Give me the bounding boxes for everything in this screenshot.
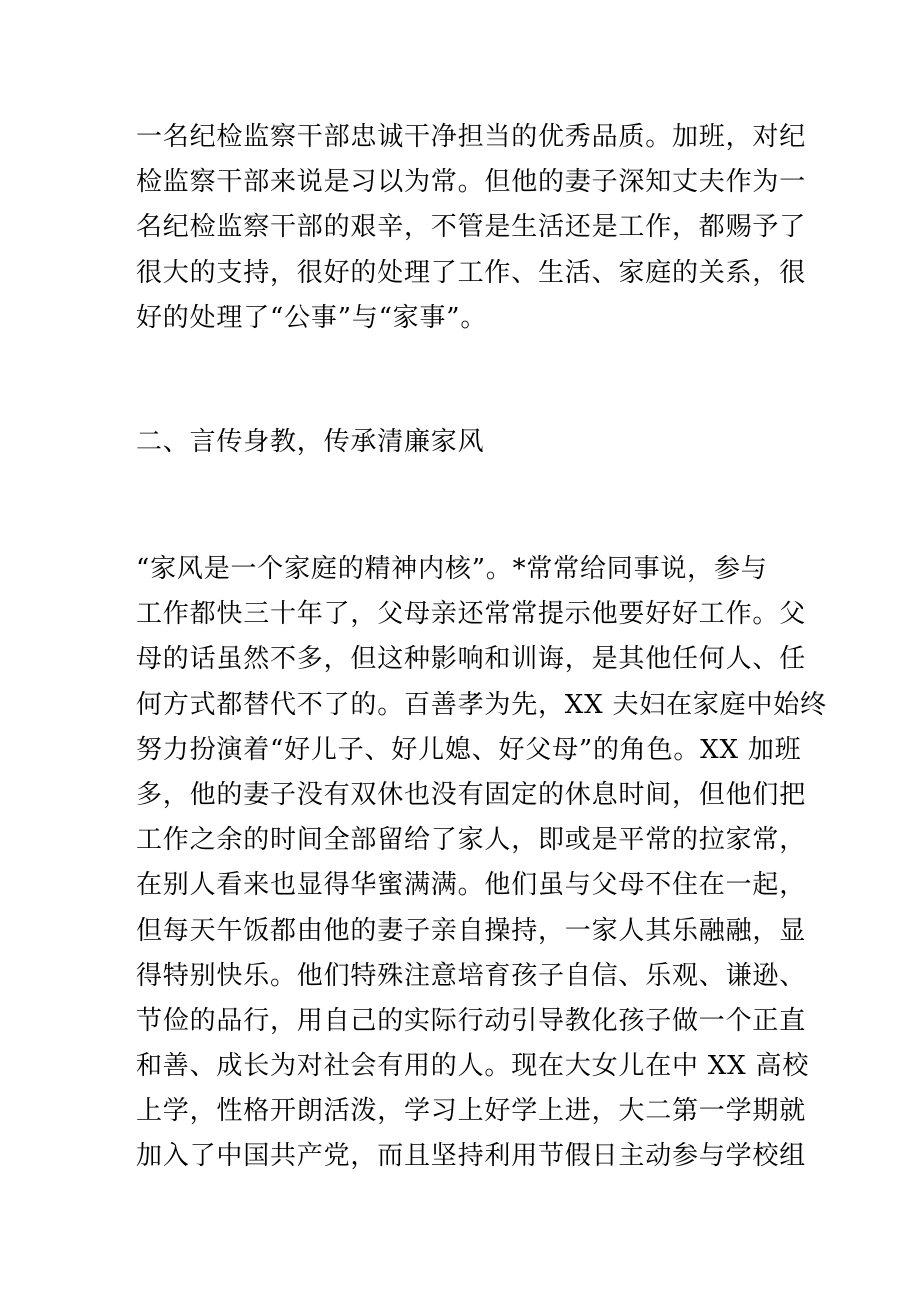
paragraph-2-line: 得特别快乐。他们特殊注意培育孩子自信、乐观、谦逊、: [136, 960, 807, 991]
paragraph-2-line: 努力扮演着“好儿子、好儿媳、好父母”的角色。XX 加班: [136, 734, 802, 765]
paragraph-2-line: 多，他的妻子没有双休也没有固定的休息时间，但他们把: [136, 779, 807, 810]
paragraph-1-line: 一名纪检监察干部忠诚干净担当的优秀品质。加班，对纪: [136, 122, 807, 152]
paragraph-1: [136, 115, 807, 341]
section-heading-text: 二、言传身教，传承清廉家风: [136, 427, 485, 457]
section-heading: [136, 420, 796, 465]
paragraph-2-line: 工作之余的时间全部留给了家人，即或是平常的拉家常，: [136, 825, 807, 856]
paragraph-1-line: 名纪检监察干部的艰辛，不管是生活还是工作，都赐予了: [136, 212, 807, 243]
paragraph-2-line: 工作都快三十年了，父母亲还常常提示他要好好工作。父: [136, 599, 807, 630]
paragraph-1-line: 很大的支持，很好的处理了工作、生活、家庭的关系，很: [136, 257, 807, 288]
paragraph-2-line: “家风是一个家庭的精神内核”。*常常给同事说，参与: [136, 554, 768, 584]
paragraph-2-line: 和善、成长为对社会有用的人。现在大女儿在中 XX 高校: [136, 1051, 810, 1082]
paragraph-2-line: 在别人看来也显得华蜜满满。他们虽与父母不住在一起，: [136, 870, 807, 901]
paragraph-2: [136, 547, 827, 1180]
paragraph-2-line: 上学，性格开朗活泼，学习上好学上进，大二第一学期就: [136, 1096, 807, 1127]
paragraph-2-line: 但每天午饭都由他的妻子亲自操持，一家人其乐融融，显: [136, 915, 807, 946]
paragraph-1-line: 检监察干部来说是习以为常。但他的妻子深知丈夫作为一: [136, 167, 807, 198]
paragraph-2-line: 何方式都替代不了的。百善孝为先，XX 夫妇在家庭中始终: [136, 689, 827, 720]
paragraph-2-line: 加入了中国共产党，而且坚持利用节假日主动参与学校组: [136, 1141, 807, 1172]
paragraph-2-line: 母的话虽然不多，但这种影响和训诲，是其他任何人、任: [136, 644, 807, 675]
paragraph-2-line: 节俭的品行，用自己的实际行动引导教化孩子做一个正直: [136, 1005, 807, 1036]
paragraph-1-line: 好的处理了“公事”与“家事”。: [136, 302, 488, 333]
